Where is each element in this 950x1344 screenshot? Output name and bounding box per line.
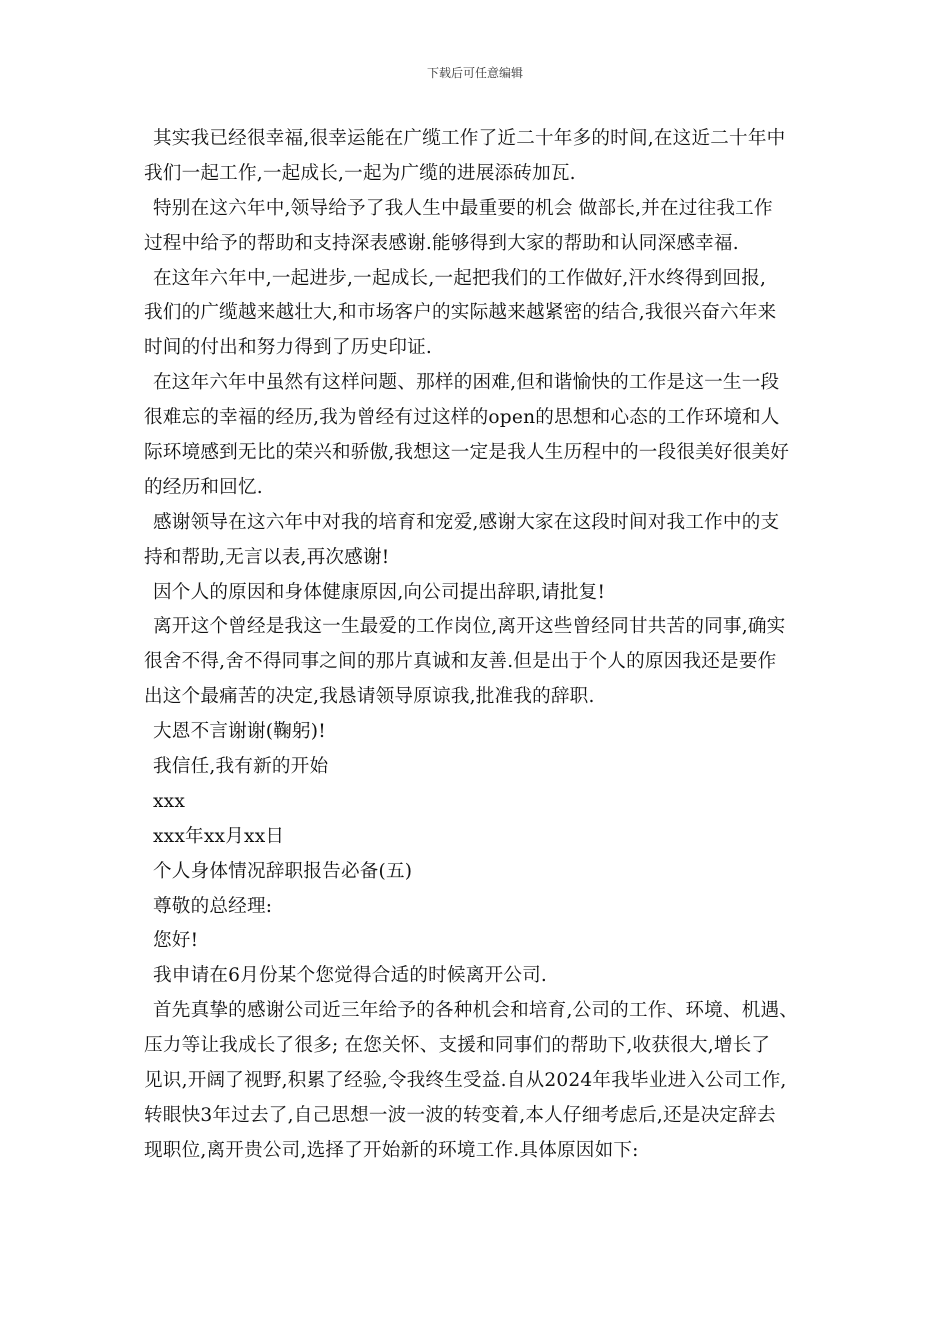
text-line: 特别在这六年中,领导给予了我人生中最重要的机会 做部长,并在过往我工作 xyxy=(153,197,773,219)
text-line: 见识,开阔了视野,积累了经验,令我终生受益.自从2024年我毕业进入公司工作, xyxy=(144,1070,787,1092)
text-line: xxx xyxy=(153,790,186,812)
text-line: 离开这个曾经是我这一生最爱的工作岗位,离开这些曾经同甘共苦的同事,确实 xyxy=(153,616,786,638)
text-line: 现职位,离开贵公司,选择了开始新的环境工作.具体原因如下: xyxy=(144,1139,639,1161)
text-line: 我们的广缆越来越壮大,和市场客户的实际越来越紧密的结合,我很兴奋六年来 xyxy=(144,302,777,324)
text-line: 时间的付出和努力得到了历史印证. xyxy=(144,337,433,359)
text-line: 转眼快3年过去了,自己思想一波一波的转变着,本人仔细考虑后,还是决定辞去 xyxy=(144,1104,776,1126)
text-line: 大恩不言谢谢(鞠躬)! xyxy=(153,721,326,743)
text-line: 您好! xyxy=(153,930,199,952)
text-line: xxx年xx月xx日 xyxy=(153,825,285,847)
document-body xyxy=(144,122,816,1169)
text-line: 过程中给予的帮助和支持深表感谢.能够得到大家的帮助和认同深感幸福. xyxy=(144,232,739,254)
text-line: 在这年六年中虽然有这样问题、那样的困难,但和谐愉快的工作是这一生一段 xyxy=(153,372,780,394)
text-line: 际环境感到无比的荣兴和骄傲,我想这一定是我人生历程中的一段很美好很美好 xyxy=(144,442,790,464)
text-line: 的经历和回忆. xyxy=(144,476,263,498)
text-line: 我信任,我有新的开始 xyxy=(153,756,329,778)
text-line: 持和帮助,无言以表,再次感谢! xyxy=(144,546,390,568)
text-line: 因个人的原因和身体健康原因,向公司提出辞职,请批复! xyxy=(153,581,606,603)
text-line: 感谢领导在这六年中对我的培育和宠爱,感谢大家在这段时间对我工作中的支 xyxy=(153,511,780,533)
text-line: 很舍不得,舍不得同事之间的那片真诚和友善.但是出于个人的原因我还是要作 xyxy=(144,651,777,673)
text-line: 在这年六年中,一起进步,一起成长,一起把我们的工作做好,汗水终得到回报, xyxy=(153,267,767,289)
text-line: 压力等让我成长了很多; 在您关怀、支援和同事们的帮助下,收获很大,增长了 xyxy=(144,1035,771,1057)
text-line: 尊敬的总经理: xyxy=(153,895,273,917)
text-line: 出这个最痛苦的决定,我恳请领导原谅我,批准我的辞职. xyxy=(144,686,595,708)
text-line: 其实我已经很幸福,很幸运能在广缆工作了近二十年多的时间,在这近二十年中 xyxy=(153,128,786,149)
text-line: 我申请在6月份某个您觉得合适的时候离开公司. xyxy=(153,965,548,987)
text-line: 个人身体情况辞职报告必备(五) xyxy=(153,860,413,882)
page-header: 下载后可任意编辑 xyxy=(426,66,523,80)
text-line: 我们一起工作,一起成长,一起为广缆的进展添砖加瓦. xyxy=(144,162,576,184)
text-line: 很难忘的幸福的经历,我为曾经有过这样的open的思想和心态的工作环境和人 xyxy=(144,407,780,429)
text-line: 首先真挚的感谢公司近三年给予的各种机会和培育,公司的工作、环境、机遇、 xyxy=(153,1000,799,1022)
